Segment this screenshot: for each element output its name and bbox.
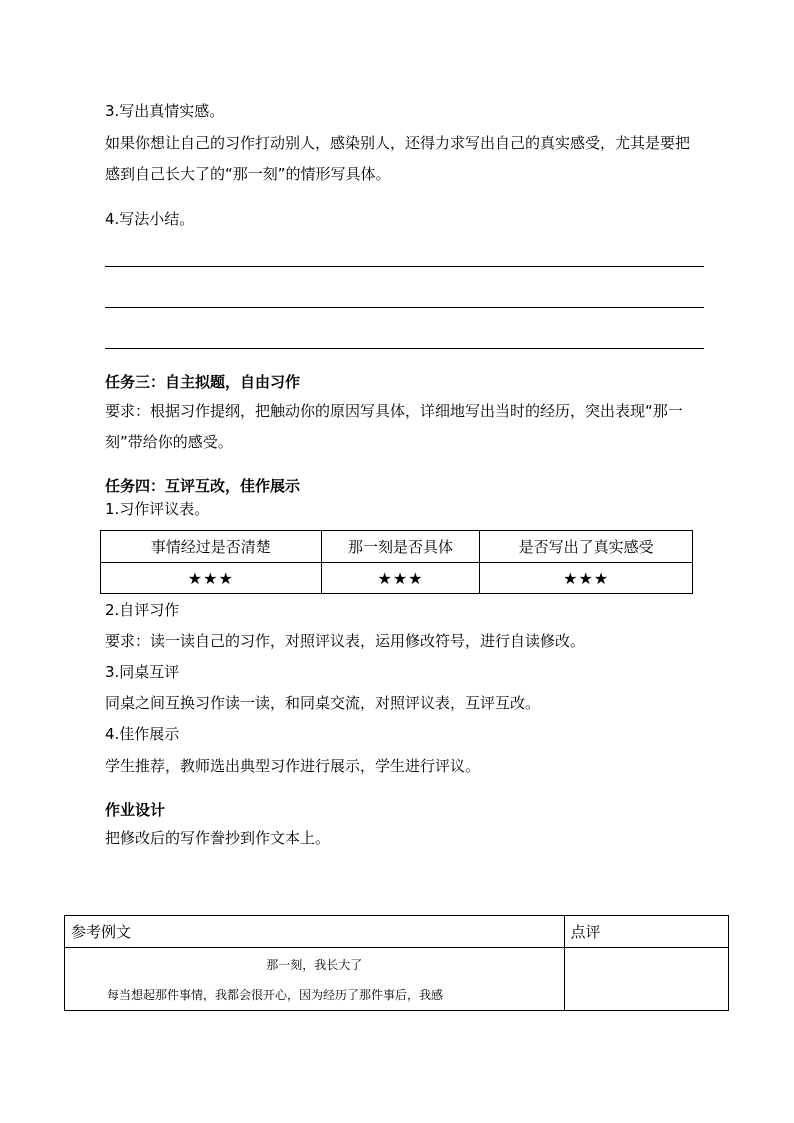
essay-line: 每当想起那件事情，我都会很开心，因为经历了那件事后，我感: [107, 988, 444, 1002]
comment-cell: [564, 948, 728, 1011]
task3-requirement-line1: 要求：根据习作提纲，把触动你的原因写具体，详细地写出当时的经历，突出表现“那一: [105, 402, 683, 420]
task4-item4: 4.佳作展示: [105, 725, 180, 743]
task4-item3: 3.同桌互评: [105, 663, 180, 681]
task4-title: 任务四：互评互改，佳作展示: [105, 477, 301, 495]
evaluation-header-row: [101, 531, 693, 563]
task4-item2-text: 要求：读一读自己的习作，对照评议表，运用修改符号，进行自读修改。: [105, 632, 586, 650]
blank-line-3: [105, 348, 704, 349]
task4-item2: 2.自评习作: [105, 601, 180, 619]
star-rating: ★★★: [101, 563, 322, 594]
sample-body-row: [65, 948, 729, 1011]
homework-title: 作业设计: [105, 801, 166, 819]
blank-line-1: [105, 266, 704, 267]
essay-title: 那一刻，我长大了: [266, 958, 363, 972]
section4-heading: 4.写法小结。: [105, 210, 195, 228]
sample-essay-cell: [65, 948, 565, 1011]
star-rating: ★★★: [321, 563, 480, 594]
homework-text: 把修改后的写作誊抄到作文本上。: [105, 829, 331, 847]
evaluation-table: [100, 530, 693, 594]
task3-requirement-line2: 刻”带给你的感受。: [105, 433, 233, 451]
evaluation-header-cell: 是否写出了真实感受: [480, 531, 693, 563]
evaluation-stars-row: [101, 563, 693, 594]
sample-essay-header: 参考例文: [65, 916, 565, 948]
task4-item4-text: 学生推荐，教师选出典型习作进行展示，学生进行评议。: [105, 757, 481, 775]
evaluation-header-cell: 那一刻是否具体: [321, 531, 480, 563]
task3-title: 任务三：自主拟题，自由习作: [105, 373, 301, 391]
blank-line-2: [105, 307, 704, 308]
section3-heading: 3.写出真情实感。: [105, 102, 225, 120]
section3-paragraph-line2: 感到自己长大了的“那一刻”的情形写具体。: [105, 165, 391, 183]
evaluation-header-cell: 事情经过是否清楚: [101, 531, 322, 563]
sample-header-row: [65, 916, 729, 948]
comment-header: 点评: [564, 916, 728, 948]
star-rating: ★★★: [480, 563, 693, 594]
section3-paragraph-line1: 如果你想让自己的习作打动别人，感染别人，还得力求写出自己的真实感受，尤其是要把: [105, 134, 691, 152]
task4-item1: 1.习作评议表。: [105, 500, 210, 518]
sample-essay-table: [64, 915, 729, 1011]
task4-item3-text: 同桌之间互换习作读一读，和同桌交流，对照评议表，互评互改。: [105, 694, 541, 712]
